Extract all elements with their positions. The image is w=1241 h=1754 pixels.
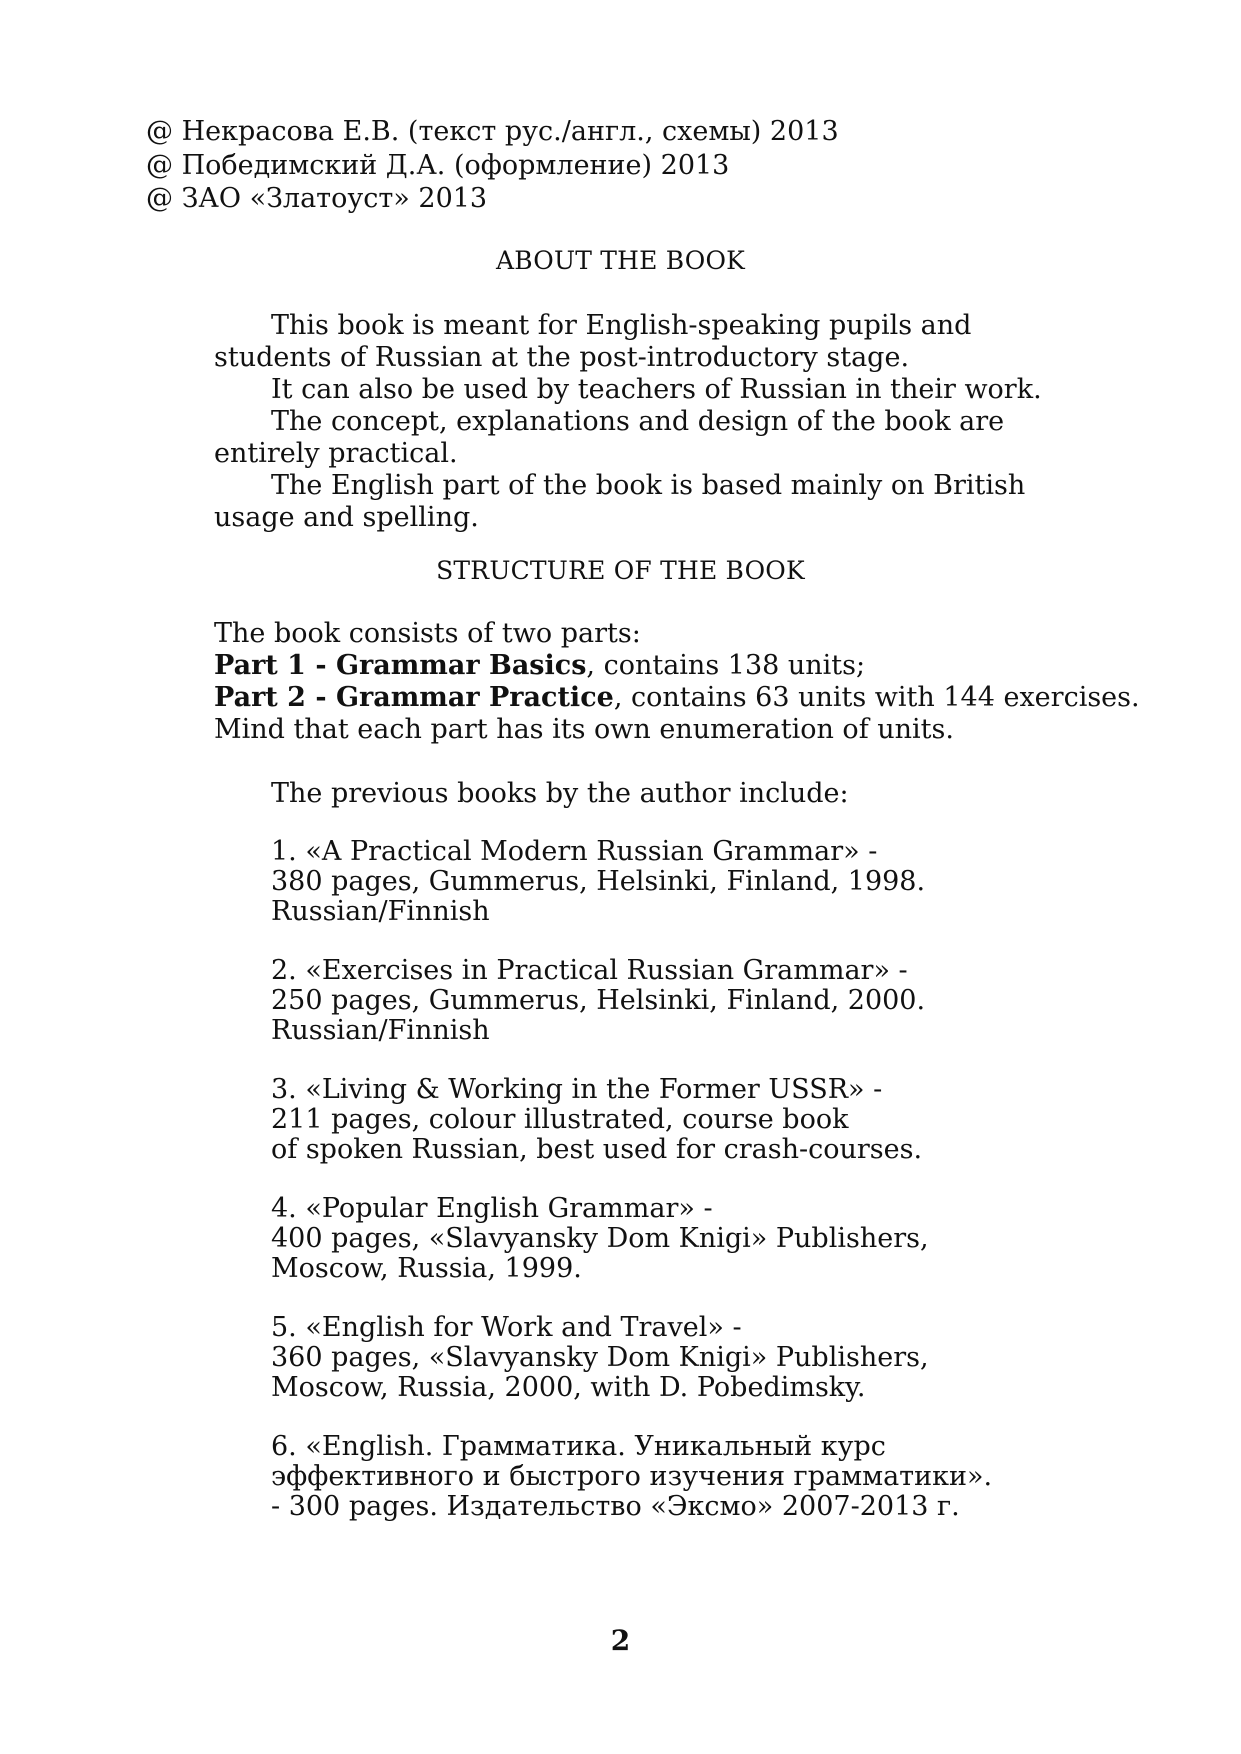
structure-part-2 — [214, 682, 1140, 714]
page-number: 2 — [610, 1624, 631, 1657]
book-6-line-1: 6. «English. Грамматика. Уникальный курс — [271, 1431, 886, 1462]
book-5-line-1: 5. «English for Work and Travel» - — [271, 1312, 742, 1343]
book-1-line-2: 380 pages, Gummerus, Helsinki, Finland, 1998. — [271, 866, 926, 897]
about-line: The English part of the book is based mainly on British — [271, 470, 1026, 501]
structure-heading: STRUCTURE OF THE BOOK — [436, 556, 805, 585]
about-line: usage and spelling. — [214, 502, 479, 533]
part-2-title: Part 2 - Grammar Practice — [214, 682, 614, 713]
copyright-line-2: @ Победимский Д.А. (оформление) 2013 — [146, 150, 730, 181]
book-4-line-1: 4. «Popular English Grammar» - — [271, 1193, 713, 1224]
book-2-line-3: Russian/Finnish — [271, 1015, 490, 1046]
book-3-line-3: of spoken Russian, best used for crash-courses. — [271, 1134, 923, 1165]
book-3-line-2: 211 pages, colour illustrated, course book — [271, 1104, 849, 1135]
book-1-line-1: 1. «A Practical Modern Russian Grammar» - — [271, 836, 878, 867]
book-5-line-2: 360 pages, «Slavyansky Dom Knigi» Publishers, — [271, 1342, 929, 1373]
part-2-desc: , contains 63 units with 144 exercises. — [613, 682, 1140, 713]
book-4-line-3: Moscow, Russia, 1999. — [271, 1253, 582, 1284]
book-5-line-3: Moscow, Russia, 2000, with D. Pobedimsky. — [271, 1372, 866, 1403]
about-heading: ABOUT THE BOOK — [495, 246, 746, 275]
structure-note: Mind that each part has its own enumeration of units. — [214, 714, 954, 745]
about-line: This book is meant for English-speaking pupils and — [271, 310, 972, 341]
book-2-line-2: 250 pages, Gummerus, Helsinki, Finland, 2000. — [271, 985, 926, 1016]
about-line: entirely practical. — [214, 438, 458, 469]
book-2-line-1: 2. «Exercises in Practical Russian Grammar» - — [271, 955, 908, 986]
copyright-line-1: @ Некрасова Е.В. (текст рус./англ., схемы) 2013 — [146, 116, 839, 147]
copyright-line-3: @ ЗАО «Златоуст» 2013 — [146, 183, 488, 214]
about-line: It can also be used by teachers of Russian in their work. — [271, 374, 1042, 405]
structure-part-1 — [214, 650, 865, 682]
structure-intro: The book consists of two parts: — [214, 618, 641, 649]
book-1-line-3: Russian/Finnish — [271, 896, 490, 927]
previous-books-intro: The previous books by the author include: — [271, 778, 849, 809]
part-1-desc: , contains 138 units; — [586, 650, 866, 681]
book-6-line-3: - 300 pages. Издательство «Эксмо» 2007-2013 г. — [271, 1491, 960, 1522]
about-line: students of Russian at the post-introductory stage. — [214, 342, 910, 373]
book-6-line-2: эффективного и быстрого изучения грамматики». — [271, 1461, 993, 1492]
book-3-line-1: 3. «Living & Working in the Former USSR» - — [271, 1074, 883, 1105]
part-1-title: Part 1 - Grammar Basics — [214, 650, 587, 681]
about-line: The concept, explanations and design of the book are — [271, 406, 1005, 437]
book-4-line-2: 400 pages, «Slavyansky Dom Knigi» Publishers, — [271, 1223, 929, 1254]
